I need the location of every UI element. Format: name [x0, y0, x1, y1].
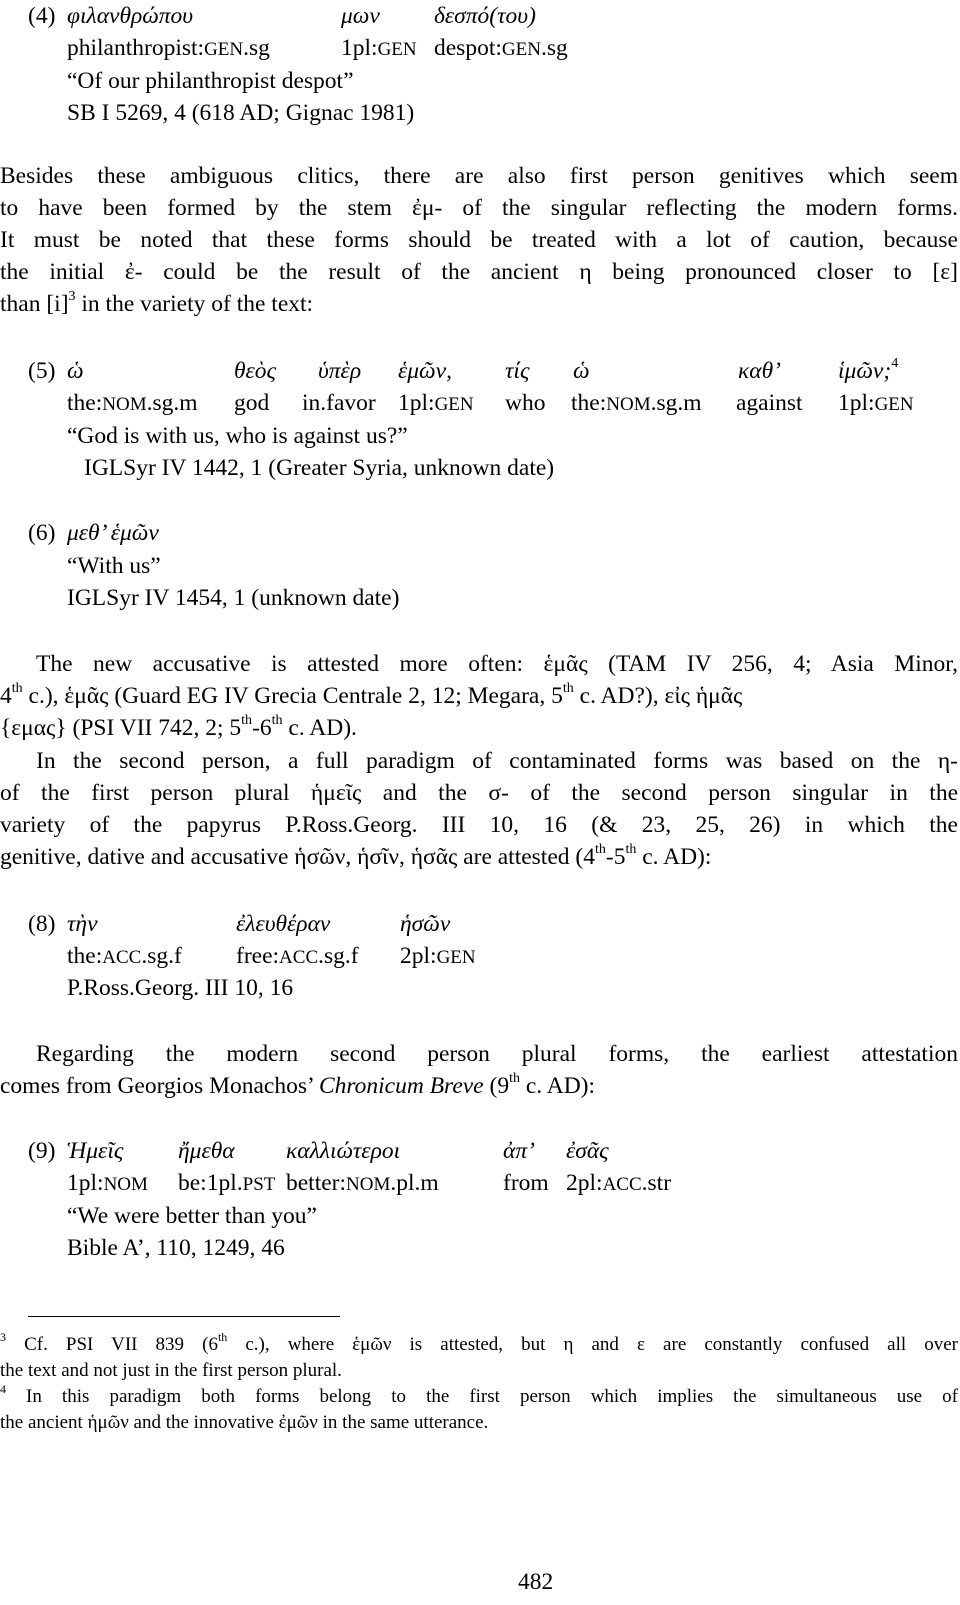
gloss-line: 1pl:GEN [398, 390, 474, 416]
gloss-word: from [503, 1170, 549, 1196]
translation: “With us” [67, 553, 161, 579]
example-number: (9) [28, 1138, 56, 1164]
greek-word: μεθ’ ἑμῶν [67, 520, 159, 546]
gloss-line: despot:GEN.sg [434, 35, 568, 61]
gloss-line: 1pl:GEN [838, 390, 914, 416]
text-line: Regarding the modern second person plural forms, the earliest attestation [36, 1041, 958, 1067]
greek-word: Ἡμεῖς [67, 1138, 124, 1164]
gloss-line: better:NOM.pl.m [286, 1170, 439, 1196]
footnote-ref[interactable]: 4 [891, 356, 899, 372]
greek-word: ὡ [573, 358, 590, 384]
translation: “We were better than you” [67, 1203, 317, 1229]
gloss-line: the:ACC.sg.f [67, 943, 182, 969]
translation: “Of our philanthropist despot” [67, 68, 354, 94]
text-line: The new accusative is attested more often: ἑμᾶς (TAM IV 256, 4; Asia Minor, [36, 651, 958, 677]
footnote-ref[interactable]: 3 [68, 289, 76, 305]
greek-word: ἡσῶν [400, 911, 451, 937]
greek-word: φιλανθρώπου [67, 3, 194, 29]
text-line: genitive, dative and accusative ἡσῶν, ἡσῖν, ἡσᾶς are attested (4th-5th c. AD): [0, 842, 712, 870]
gloss-word: against [736, 390, 803, 416]
text-line: the initial ἐ- could be the result of the ancient η being pronounced closer to [ε] [0, 259, 958, 285]
text-line: of the first person plural ἡμεῖς and the σ- of the second person singular in the [0, 780, 958, 806]
source: IGLSyr IV 1454, 1 (unknown date) [67, 585, 400, 611]
paragraph-2 [0, 648, 958, 744]
gloss-line: 2pl:GEN [400, 943, 476, 969]
greek-word: τὴν [67, 911, 98, 937]
text-line: In the second person, a full paradigm of contaminated forms was based on the η- [36, 748, 958, 774]
greek-word: τίς [505, 358, 530, 384]
text-line: than $[i]^3$ in the variety of the text: [0, 289, 314, 317]
greek-word: ἱμῶν;$^4$ [838, 356, 899, 384]
greek-word: μων [341, 3, 380, 29]
greek-word: θεὸς [234, 358, 277, 384]
page-number: 482 [518, 1569, 554, 1595]
greek-word: καλλιώτεροι [286, 1138, 401, 1164]
gloss-line: 1pl:GEN [341, 35, 417, 61]
greek-word: ἐσᾶς [566, 1138, 609, 1164]
source: Bible A’, 110, 1249, 46 [67, 1235, 285, 1261]
greek-word: δεσπό(του) [434, 3, 536, 29]
greek-word: ὡ [67, 358, 84, 384]
footnote-3-cont: the text and not just in the first person plural. [0, 1360, 342, 1381]
footnotes [0, 1329, 958, 1436]
greek-word: καθ’ [738, 358, 781, 384]
translation: “God is with us, who is against us?” [67, 423, 408, 449]
text-line: 4th c.), ἑμᾶς (Guard EG IV Grecia Centrale 2, 12; Megara, 5th c. AD?), εἰς ἡμᾶς [0, 681, 743, 709]
text-line: variety of the papyrus P.Ross.Georg. III 10, 16 (& 23, 25, 26) in which the [0, 812, 958, 838]
paragraph-1 [0, 160, 958, 320]
greek-word: ἀπ’ [503, 1138, 535, 1164]
greek-word: ἑμῶν, [398, 358, 452, 384]
gloss-word: god [234, 390, 270, 416]
example-number: (5) [28, 358, 56, 384]
paragraph-3 [0, 745, 958, 873]
example-number: (8) [28, 911, 56, 937]
text-line: Besides these ambiguous clitics, there are also first person genitives which seem [0, 163, 958, 189]
text-line: comes from Georgios Monachos’ Chronicum Breve (9th c. AD): [0, 1071, 596, 1099]
gloss-line: the:NOM.sg.m [67, 390, 198, 416]
greek-word: ὑπὲρ [318, 358, 362, 384]
gloss-line: philanthropist:GEN.sg [67, 35, 270, 61]
greek-word: ἐλευθέραν [236, 911, 331, 937]
source: IGLSyr IV 1442, 1 (Greater Syria, unknown date) [84, 455, 555, 481]
gloss-line: 1pl:NOM [67, 1170, 148, 1196]
text-line: {εμας} (PSI VII 742, 2; 5th-6th c. AD). [0, 713, 357, 741]
gloss-line: be:1pl.PST [178, 1170, 276, 1196]
footnote-4: $^4$ In this paradigm both forms belong to the first person which implies the simultaneous use of [0, 1381, 958, 1407]
gloss-line: free:ACC.sg.f [236, 943, 359, 969]
example-number: (6) [28, 520, 56, 546]
source: SB I 5269, 4 (618 AD; Gignac 1981) [67, 100, 415, 126]
footnote-4-cont: the ancient ἡμῶν and the innovative ἐμῶν in the same utterance. [0, 1412, 489, 1433]
footnote-divider [28, 1316, 340, 1317]
gloss-line: the:NOM.sg.m [571, 390, 702, 416]
paragraph-4 [0, 1038, 958, 1102]
gloss-line: 2pl:ACC.str [566, 1170, 672, 1196]
example-number: (4) [28, 3, 56, 29]
source: P.Ross.Georg. III 10, 16 [67, 975, 294, 1001]
text-line: It must be noted that these forms should be treated with a lot of caution, because [0, 227, 958, 253]
footnote-3: $^3$ Cf. PSI VII 839 (6th c.), where ἑμῶν is attested, but η and ε are constantly confused all over [0, 1329, 958, 1355]
greek-word: ἤμεθα [178, 1138, 235, 1164]
text-line: to have been formed by the stem ἐμ- of the singular reflecting the modern forms. [0, 195, 958, 221]
gloss-word: who [505, 390, 546, 416]
gloss-word: in.favor [302, 390, 376, 416]
